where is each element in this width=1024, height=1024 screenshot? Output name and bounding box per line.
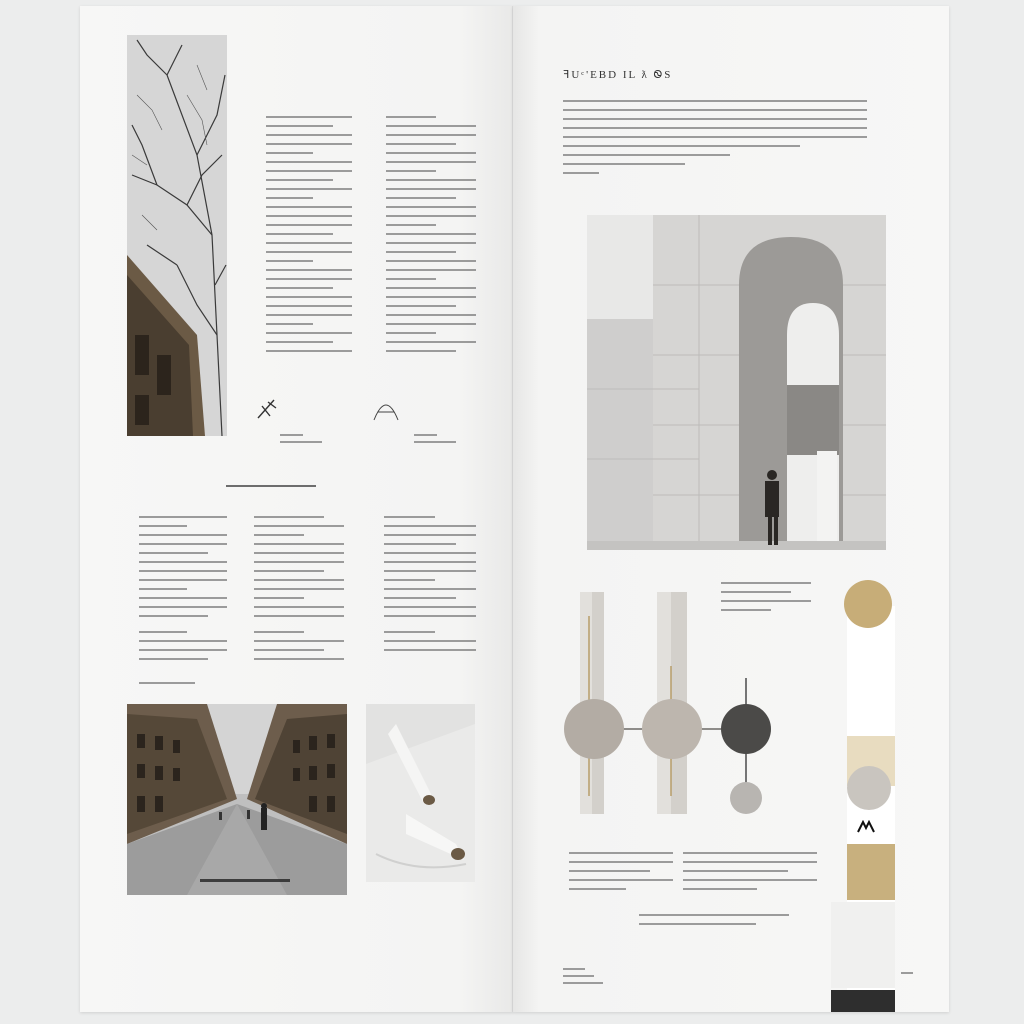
intro-paragraph xyxy=(563,100,867,181)
page-number-mark xyxy=(901,972,913,979)
mid-column-footer-3 xyxy=(384,631,476,658)
mid-column-footer-2 xyxy=(254,631,344,667)
mid-footnote xyxy=(139,682,195,691)
lower-text-col-1 xyxy=(569,852,673,897)
street-photo-caption xyxy=(200,879,290,887)
section-header-line xyxy=(226,485,316,494)
lower-text-col-2 xyxy=(683,852,817,897)
material-swatch-strip xyxy=(827,576,897,1012)
left-page xyxy=(80,6,513,1012)
mid-column-text-2 xyxy=(254,516,344,624)
left-column-text-1 xyxy=(266,116,352,359)
right-page xyxy=(513,6,949,1012)
mid-column-text-1 xyxy=(139,516,227,624)
left-mark-caption-1 xyxy=(280,434,322,448)
loop-flourish-icon xyxy=(372,396,400,427)
trees-building-photo xyxy=(127,35,227,436)
left-mark-caption-2 xyxy=(414,434,456,448)
pen-flourish-icon xyxy=(256,396,278,425)
side-caption-text xyxy=(721,582,811,618)
left-column-text-2 xyxy=(386,116,476,359)
folio-left-block xyxy=(563,968,603,989)
paper-rolls-photo xyxy=(366,704,475,882)
pillars-and-discs-illustration xyxy=(558,586,788,826)
mid-column-footer-1 xyxy=(139,631,227,667)
page-title: ꟻUᶜ'EBD IL ƛ ᏫS xyxy=(563,69,673,81)
lower-text-note xyxy=(639,914,789,932)
mid-column-text-3 xyxy=(384,516,476,624)
concrete-arch-photo xyxy=(587,215,886,550)
small-glyph-icon xyxy=(857,820,875,839)
city-street-photo xyxy=(127,704,347,895)
